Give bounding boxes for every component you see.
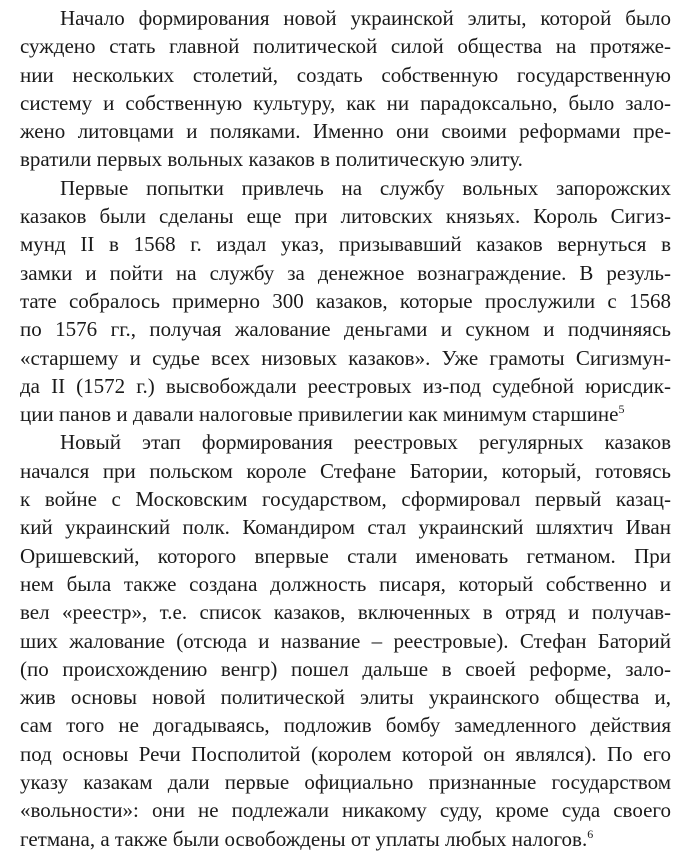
text-line-content: ции панов и давали налоговые привилегии как минимум старшине (20, 402, 619, 427)
text-line: начался при польском короле Стефане Батории, который, готовясь (20, 458, 671, 483)
text-line: сам того не догадываясь, подложив бомбу замедленного действия (20, 713, 671, 738)
footnote-ref[interactable]: 6 (587, 826, 594, 841)
text-line: под основы Речи Посполитой (королем которой он являлся). По его (20, 741, 671, 766)
paragraph-3 (20, 428, 671, 852)
text-line: Новый этап формирования реестровых регулярных казаков (60, 430, 671, 455)
text-line: по 1576 гг., получая жалование деньгами и сукном и подчиняясь (20, 317, 671, 342)
text-line: мунд II в 1568 г. издал указ, призывавший казаков вернуться в (20, 232, 671, 257)
text-line: «вольности»: они не подлежали никакому суду, кроме суда своего (20, 798, 671, 823)
text-line: вратили первых вольных казаков в политическую элиту. (20, 147, 523, 172)
text-line: тате собралось примерно 300 казаков, которые прослужили с 1568 (20, 288, 671, 313)
text-line: замки и пойти на службу за денежное вознаграждение. В резуль- (20, 260, 671, 285)
text-line: к войне с Московским государством, сформировал первый казац- (20, 487, 671, 512)
text-line: Оришевский, которого впервые стали именовать гетманом. При (20, 543, 671, 568)
text-line: «старшему и судье всех низовых казаков». Уже грамоты Сигизмун- (20, 345, 671, 370)
text-line: ших жалование (отсюда и название – реестровые). Стефан Баторий (20, 628, 671, 653)
text-line: нии нескольких столетий, создать собственную государственную (20, 62, 671, 87)
text-line: нем была также создана должность писаря, который собственно и (20, 571, 671, 596)
paragraph-2 (20, 174, 671, 429)
text-line: Начало формирования новой украинской элиты, которой было (60, 6, 671, 30)
paragraph-1 (20, 4, 671, 174)
text-line: жив основы новой политической элиты украинского общества и, (20, 685, 671, 710)
text-line-with-footnote (20, 825, 671, 853)
text-line-with-footnote (20, 400, 671, 428)
text-line: кий украинский полк. Командиром стал украинский шляхтич Иван (20, 515, 671, 540)
text-line: да II (1572 г.) высвобождали реестровых из-под судебной юрисдик- (20, 373, 671, 398)
text-line: казаков были сделаны еще при литовских князьях. Король Сигиз- (20, 204, 671, 229)
text-line: Первые попытки привлечь на службу вольных запорожских (60, 175, 671, 200)
text-line: систему и собственную культуру, как ни парадоксально, было зало- (20, 90, 671, 115)
text-line: (по происхождению венгр) пошел дальше в своей реформе, зало- (20, 656, 671, 681)
text-line: суждено стать главной политической силой общества на протяже- (20, 34, 671, 59)
text-line: указу казакам дали первые официально признанные государством (20, 770, 671, 795)
text-line: жено литовцами и поляками. Именно они своими реформами пре- (20, 119, 671, 144)
footnote-ref[interactable]: 5 (618, 402, 625, 417)
text-line-content: гетмана, а также были освобождены от уплаты любых налогов. (20, 826, 588, 851)
text-line: вел «реестр», т.е. список казаков, включенных в отряд и получав- (20, 600, 671, 625)
